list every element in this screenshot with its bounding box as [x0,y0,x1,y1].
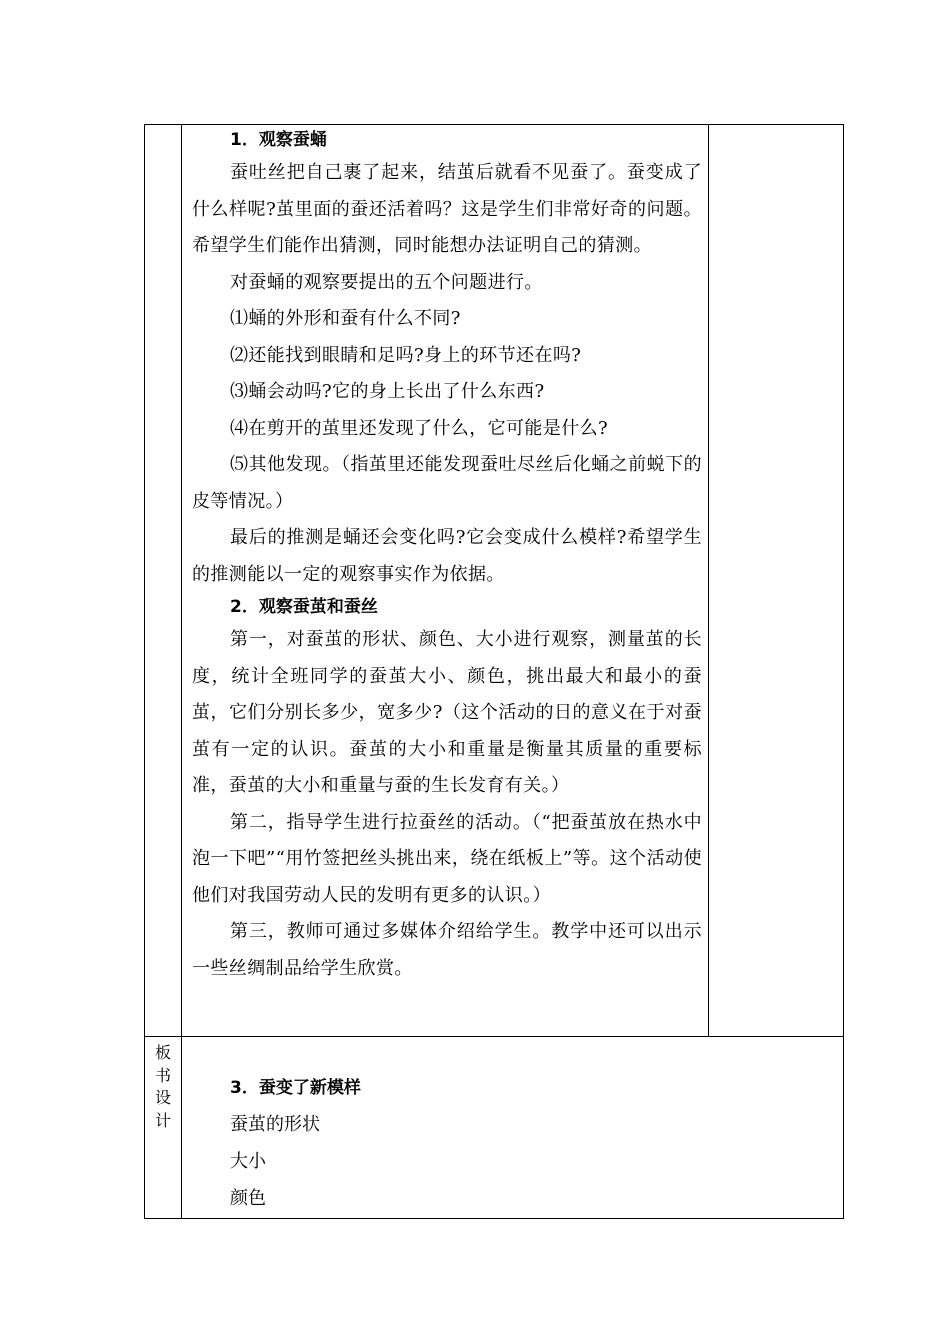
board-design-label [146,1042,180,1132]
question-item: ⑶蛹会动吗?它的身上长出了什么东西? [230,381,545,402]
label-char: 板 [154,1043,171,1062]
paragraph: 蚕吐丝把自己裹了起来，结茧后就看不见蚕了。蚕变成了什么样呢?茧里面的蚕还活着吗？这是学生们非常好奇的问题。希望学生们能作出猜测，同时能想办法证明自己的猜测。 [192,162,702,256]
board-item: 大小 [230,1151,266,1172]
label-char: 书 [154,1065,171,1085]
question-item: ⑴蛹的外形和蚕有什么不同? [230,308,461,329]
board-item: 颜色 [230,1188,266,1209]
paragraph: 第三，教师可通过多媒体介绍给学生。教学中还可以出示一些丝绸制品给学生欣赏。 [192,921,702,979]
paragraph: 对蚕蛹的观察要提出的五个问题进行。 [230,271,543,293]
section2-heading: 2．观察蚕茧和蚕丝 [230,597,378,617]
row-divider [144,1036,844,1037]
board-design-content [230,1070,361,1217]
question-item: ⑵还能找到眼睛和足吗?身上的环节还在吗? [230,344,582,366]
label-char: 计 [154,1110,171,1130]
question-item: ⑸其他发现。（指茧里还能发现蚕吐尽丝后化蛹之前蜕下的皮等情况。） [192,454,702,512]
column-divider-left [181,124,182,1219]
paragraph: 第二，指导学生进行拉蚕丝的活动。（“把蚕茧放在热水中泡一下吧”“用竹签把丝头挑出来，绕在纸板上”等。这个活动使他们对我国劳动人民的发明有更多的认识。） [192,811,702,906]
paragraph: 最后的推测是蛹还会变化吗?它会变成什么模样?希望学生的推测能以一定的观察事实作为依据。 [192,527,702,585]
label-char: 设 [154,1088,171,1107]
board-title: 3．蚕变了新模样 [230,1078,361,1098]
process-content [192,126,702,987]
section1-heading: 1．观察蚕蛹 [230,130,327,150]
board-item: 蚕茧的形状 [230,1114,320,1135]
question-item: ⑷在剪开的茧里还发现了什么，它可能是什么? [230,417,609,439]
column-divider-right [708,124,709,1037]
paragraph: 第一，对蚕茧的形状、颜色、大小进行观察，测量茧的长度，统计全班同学的蚕茧大小、颜色，挑出最大和最小的蚕茧，它们分别长多少，宽多少?（这个活动的日的意义在于对蚕茧有一定的认识。蚕茧的大小和重量是衡量其质量的重要标准，蚕茧的大小和重量与蚕的生长发育有关。） [192,629,702,796]
